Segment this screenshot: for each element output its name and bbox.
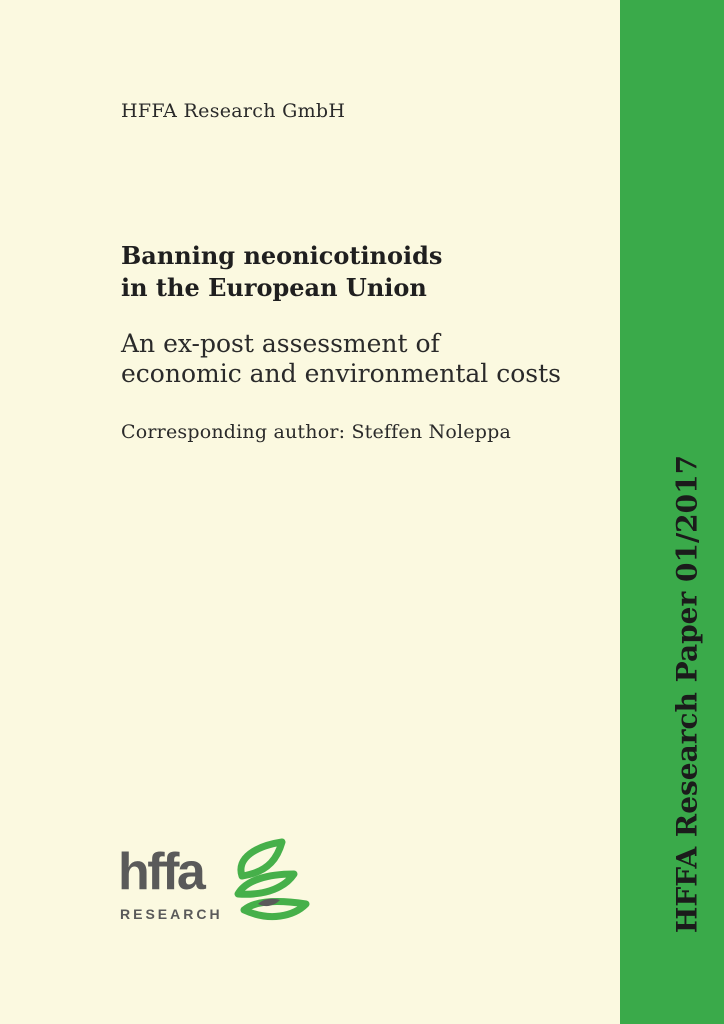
series-label: HFFA Research Paper 01/2017 — [670, 454, 704, 934]
green-sidebar — [620, 0, 724, 1024]
report-title-line-1: Banning neonicotinoids — [121, 241, 443, 270]
logo-wordmark: hffa — [118, 843, 204, 901]
report-subtitle-line-2: economic and environmental costs — [121, 359, 561, 388]
report-title-line-2: in the European Union — [121, 273, 427, 302]
report-title — [121, 240, 442, 304]
corresponding-author: Corresponding author: Steffen Noleppa — [121, 421, 511, 443]
logo-subtext: RESEARCH — [120, 906, 223, 922]
report-subtitle — [121, 329, 561, 389]
hffa-research-logo — [118, 838, 310, 930]
report-subtitle-line-1: An ex-post assessment of — [121, 329, 440, 358]
leaf-icon — [228, 838, 310, 924]
series-label-container — [666, 0, 708, 1024]
publisher-name: HFFA Research GmbH — [121, 100, 346, 122]
